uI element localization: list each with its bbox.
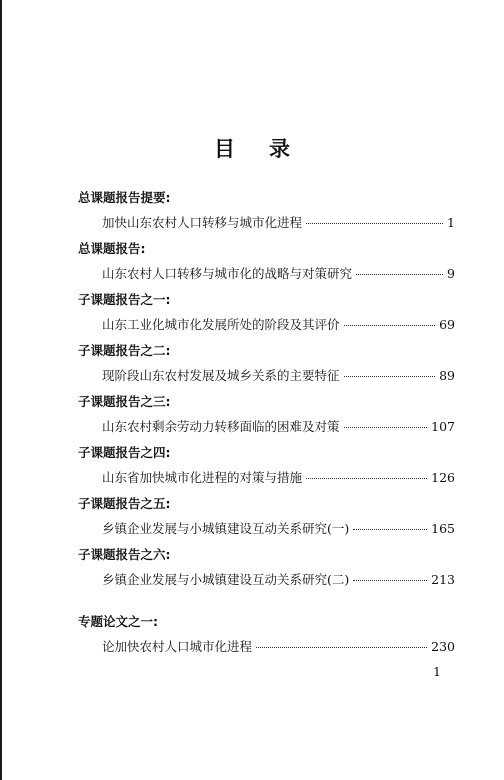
dot-leader: [353, 529, 427, 530]
entry-title: 山东工业化城市化发展所处的阶段及其评价: [102, 317, 340, 332]
toc-section: [78, 236, 458, 287]
entry-title: 山东农村剩余劳动力转移面临的困难及对策: [102, 419, 340, 434]
section-heading: 专题论文之一:: [78, 614, 158, 629]
toc-entry[interactable]: [78, 567, 458, 593]
entry-title: 山东省加快城市化进程的对策与措施: [102, 470, 303, 485]
scan-edge: [0, 0, 2, 780]
toc-section: [78, 440, 458, 491]
entry-title: 论加快农村人口城市化进程: [102, 639, 253, 654]
toc-entry[interactable]: [78, 414, 458, 440]
toc-section: [78, 389, 458, 440]
section-heading: 子课题报告之一:: [78, 292, 171, 307]
section-heading: 子课题报告之四:: [78, 445, 171, 460]
toc-section: [78, 542, 458, 593]
entry-title: 现阶段山东农村发展及城乡关系的主要特征: [102, 368, 340, 383]
entry-title: 乡镇企业发展与小城镇建设互动关系研究(二): [102, 572, 350, 587]
dot-leader: [256, 647, 427, 648]
toc-section: [78, 287, 458, 338]
section-heading: 子课题报告之六:: [78, 547, 171, 562]
entry-title: 山东农村人口转移与城市化的战略与对策研究: [102, 266, 353, 281]
section-gap: [78, 593, 458, 609]
entry-page-number: 213: [431, 572, 455, 587]
toc-entry[interactable]: [78, 634, 458, 660]
section-heading: 子课题报告之二:: [78, 343, 171, 358]
entry-title: 加快山东农村人口转移与城市化进程: [102, 215, 303, 230]
entry-page-number: 165: [431, 521, 455, 536]
entry-page-number: 89: [439, 368, 455, 383]
toc-entry[interactable]: [78, 210, 458, 236]
dot-leader: [344, 325, 436, 326]
entry-page-number: 230: [431, 639, 455, 654]
entry-page-number: 69: [439, 317, 455, 332]
toc-entry[interactable]: [78, 465, 458, 491]
dot-leader: [344, 427, 428, 428]
toc-section: [78, 609, 458, 660]
toc-section: [78, 338, 458, 389]
dot-leader: [306, 478, 427, 479]
toc-entry[interactable]: [78, 261, 458, 287]
entry-page-number: 126: [431, 470, 455, 485]
entry-title: 乡镇企业发展与小城镇建设互动关系研究(一): [102, 521, 350, 536]
section-heading: 子课题报告之五:: [78, 496, 171, 511]
toc-entry[interactable]: [78, 516, 458, 542]
section-heading: 总课题报告提要:: [78, 190, 171, 205]
toc-section: [78, 491, 458, 542]
section-heading: 总课题报告:: [78, 241, 146, 256]
entry-page-number: 107: [431, 419, 455, 434]
dot-leader: [356, 274, 443, 275]
toc-entry[interactable]: [78, 363, 458, 389]
dot-leader: [344, 376, 436, 377]
dot-leader: [306, 223, 443, 224]
table-of-contents: [78, 185, 458, 660]
page-title: [0, 133, 504, 163]
toc-entry[interactable]: [78, 312, 458, 338]
folio-page-number: 1: [433, 664, 441, 679]
entry-page-number: 9: [447, 266, 455, 281]
entry-page-number: 1: [447, 215, 455, 230]
dot-leader: [353, 580, 427, 581]
title-char-1: 目: [214, 137, 235, 161]
section-heading: 子课题报告之三:: [78, 394, 171, 409]
toc-section: [78, 185, 458, 236]
title-char-2: 录: [269, 137, 290, 161]
